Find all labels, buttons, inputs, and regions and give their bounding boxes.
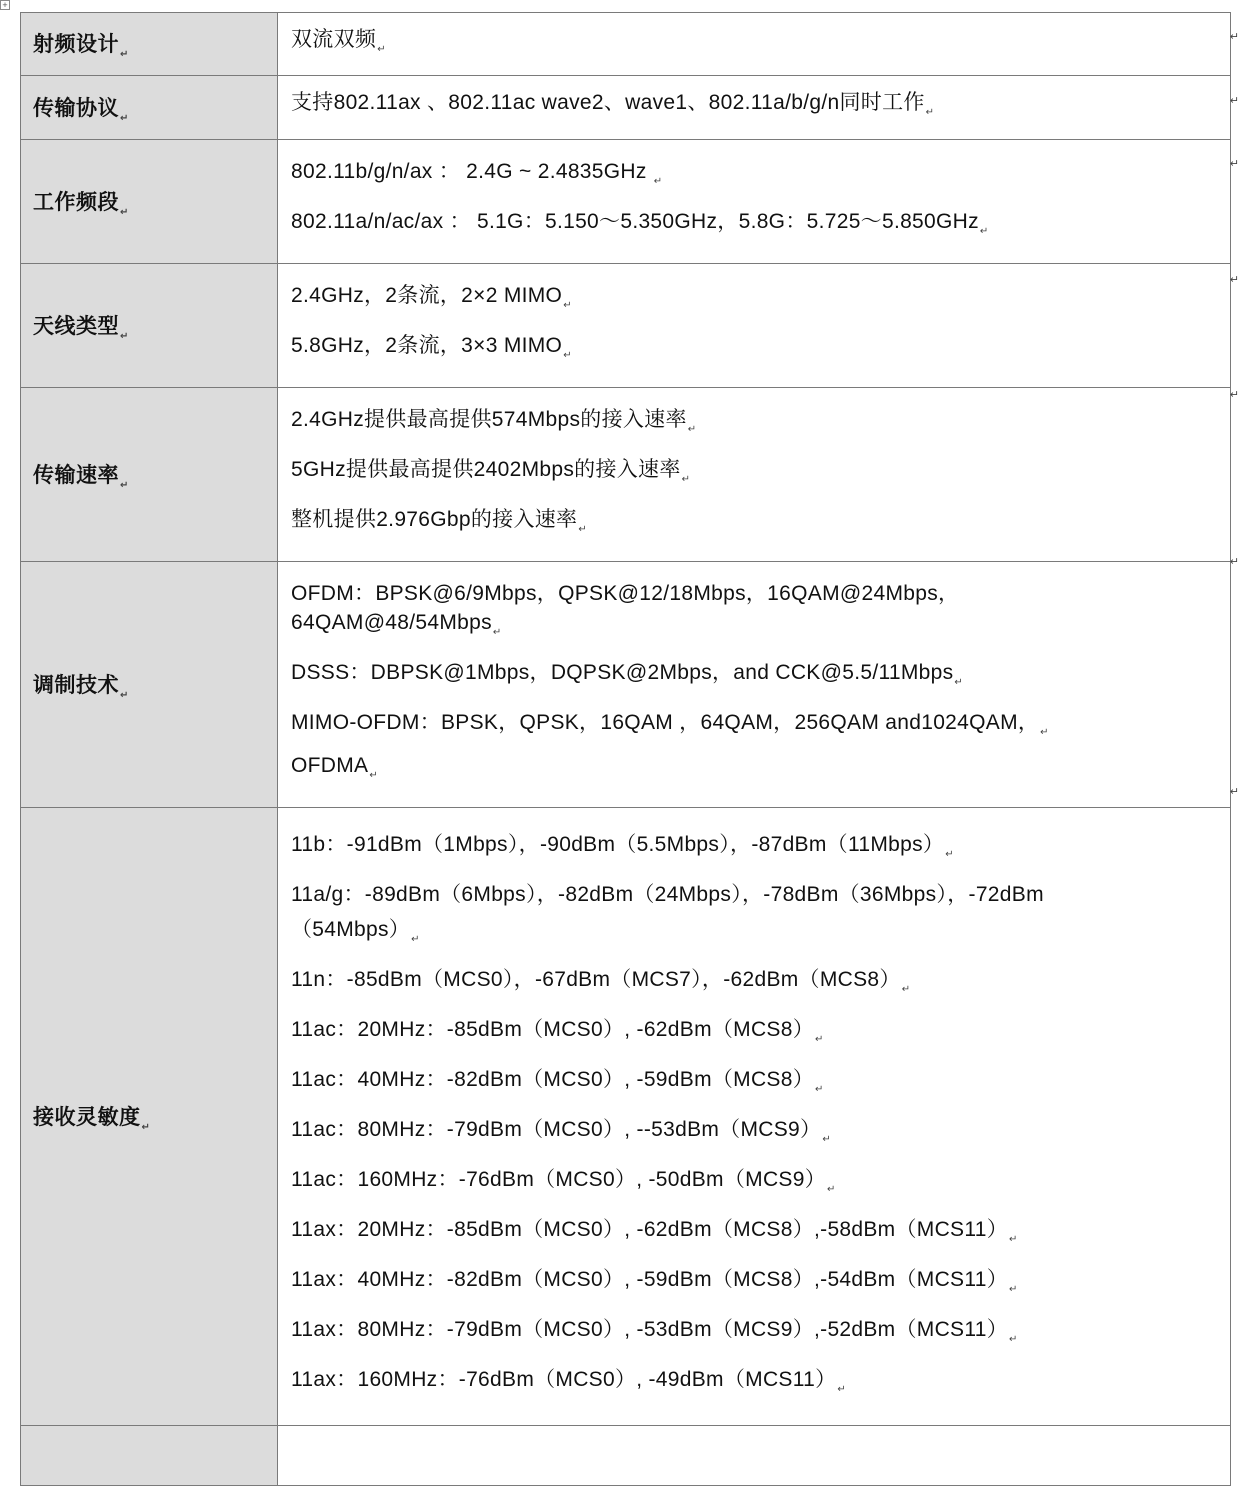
row-value [278,264,1231,388]
value-line: 2.4GHz，2条流，2×2 MIMO [291,284,563,307]
paragraph-mark-icon [120,331,129,342]
row-label: 传输协议 ↵ [21,76,278,140]
row-end-mark-icon [1230,555,1239,568]
value-line: 5.8GHz，2条流，3×3 MIMO [291,334,563,357]
table-move-handle-icon[interactable]: + [0,0,10,10]
value-line: 5GHz提供最高提供2402Mbps的接入速率 [291,458,681,481]
paragraph-mark-icon [654,176,663,187]
paragraph-mark-icon [142,1122,151,1133]
row-label: 传输速率 ↵ [21,388,278,562]
row-value [278,808,1231,1426]
row-label: 接收灵敏度 ↵ [21,808,278,1426]
paragraph-mark-icon [563,350,572,361]
row-label: 工作频段 ↵ [21,140,278,264]
value-line: 802.11b/g/n/ax ： 2.4G ~ 2.4835GHz [291,160,653,183]
row-end-mark-icon [1230,94,1239,107]
paragraph-mark-icon [827,1184,836,1195]
table-row [21,264,1231,388]
paragraph-mark-icon [945,849,954,860]
row-end-mark-icon [1230,30,1239,43]
table-row [21,76,1231,140]
paragraph-mark-icon [954,677,963,688]
paragraph-mark-icon [120,480,129,491]
value-line: 2.4GHz提供最高提供574Mbps的接入速率 [291,408,687,431]
table-row [21,808,1231,1426]
row-end-mark-icon [1230,388,1239,401]
paragraph-mark-icon [1009,1284,1018,1295]
value-line: 64QAM@48/54Mbps [291,611,492,634]
row-value [278,76,1231,140]
row-value [278,1426,1231,1486]
paragraph-mark-icon [563,300,572,311]
row-value [278,13,1231,76]
value-line: OFDM：BPSK@6/9Mbps，QPSK@12/18Mbps，16QAM@24Mbps， [291,582,960,605]
value-line: 11ac：160MHz：-76dBm（MCS0）, -50dBm（MCS9） [291,1167,826,1191]
row-end-mark-icon [1230,273,1239,286]
paragraph-mark-icon [688,424,697,435]
value-line: 整机提供2.976Gbp的接入速率 [291,508,578,531]
row-end-mark-icon [1230,785,1239,798]
paragraph-mark-icon [120,207,129,218]
table-row [21,1426,1231,1486]
paragraph-mark-icon [493,627,502,638]
value-line: DSSS：DBPSK@1Mbps，DQPSK@2Mbps，and CCK@5.5/11Mbps [291,661,954,684]
value-line: 双流双频 [291,27,377,51]
table-row [21,562,1231,808]
row-value [278,562,1231,808]
value-line: MIMO-OFDM：BPSK，QPSK，16QAM ，64QAM，256QAM and1024QAM， [291,711,1040,734]
value-line: 11b：-91dBm（1Mbps），-90dBm（5.5Mbps），-87dBm（11Mbps） [291,832,945,856]
paragraph-mark-icon [1009,1234,1018,1245]
value-line: 11n：-85dBm（MCS0），-67dBm（MCS7），-62dBm（MCS8） [291,967,901,991]
value-line: 11ax：80MHz：-79dBm（MCS0）, -53dBm（MCS9）,-52dBm（MCS11） [291,1317,1009,1341]
paragraph-mark-icon [377,44,386,55]
paragraph-mark-icon [822,1134,831,1145]
value-line: 11ac：20MHz：-85dBm（MCS0）, -62dBm（MCS8） [291,1017,815,1041]
paragraph-mark-icon [120,49,129,60]
value-line: 11ac：80MHz：-79dBm（MCS0）, --53dBm（MCS9） [291,1117,822,1141]
paragraph-mark-icon [815,1084,824,1095]
row-value [278,388,1231,562]
row-label: 天线类型 ↵ [21,264,278,388]
row-label: 射频设计 ↵ [21,13,278,76]
paragraph-mark-icon [369,770,378,781]
paragraph-mark-icon [980,226,989,237]
paragraph-mark-icon [815,1034,824,1045]
row-value [278,140,1231,264]
paragraph-mark-icon [120,690,129,701]
row-end-mark-icon [1230,157,1239,170]
value-line: （54Mbps） [291,917,411,941]
table-row [21,13,1231,76]
value-line: 11ax：40MHz：-82dBm（MCS0）, -59dBm（MCS8）,-54dBm（MCS11） [291,1267,1009,1291]
paragraph-mark-icon [682,474,691,485]
value-line: 11ax：20MHz：-85dBm（MCS0）, -62dBm（MCS8）,-58dBm（MCS11） [291,1217,1009,1241]
value-line: 11ax：160MHz：-76dBm（MCS0）, -49dBm（MCS11） [291,1367,837,1391]
table-row [21,140,1231,264]
paragraph-mark-icon [926,107,935,118]
row-label [21,1426,278,1486]
row-label: 调制技术 ↵ [21,562,278,808]
paragraph-mark-icon [1040,727,1049,738]
spec-table [20,12,1231,1486]
value-line: 802.11a/n/ac/ax ： 5.1G：5.150～5.350GHz，5.8G：5.725～5.850GHz [291,210,979,233]
paragraph-mark-icon [837,1384,846,1395]
table-row [21,388,1231,562]
paragraph-mark-icon [120,113,129,124]
paragraph-mark-icon [411,934,420,945]
value-line: 11a/g：-89dBm（6Mbps），-82dBm（24Mbps），-78dBm（36Mbps），-72dBm [291,882,1044,906]
value-line: OFDMA [291,754,369,777]
paragraph-mark-icon [902,984,911,995]
value-line: 11ac：40MHz：-82dBm（MCS0）, -59dBm（MCS8） [291,1067,815,1091]
value-line: 支持802.11ax 、802.11ac wave2、wave1、802.11a/b/g/n同时工作 [291,91,925,114]
paragraph-mark-icon [578,524,587,535]
paragraph-mark-icon [1009,1334,1018,1345]
